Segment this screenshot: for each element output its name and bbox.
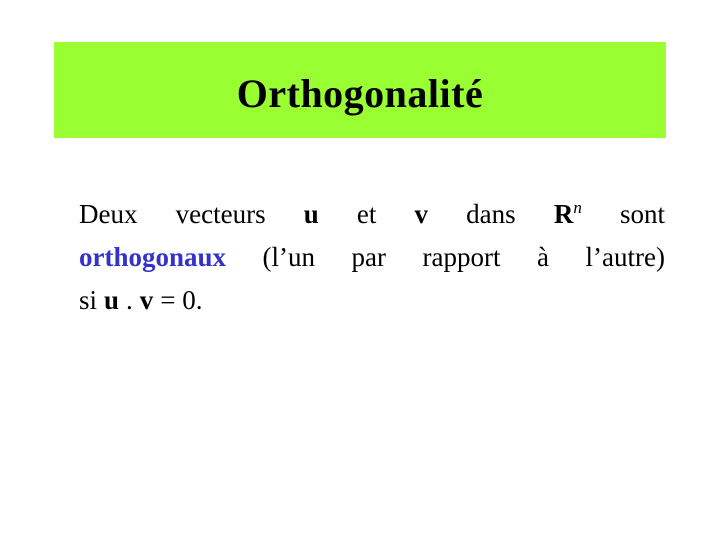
equals-zero: = 0. [160,285,203,315]
paragraph-line-3 [79,279,665,322]
vector-u-formula: u [104,285,120,315]
dot-operator: . [126,285,133,315]
word-lautre: l’autre) [585,242,665,272]
word-par: par [351,242,387,272]
word-lun: (l’un [262,242,316,272]
title-banner [54,42,666,138]
word-et: et [356,199,377,229]
word-deux: Deux [79,199,138,229]
vector-v: v [414,199,429,229]
term-orthogonaux: orthogonaux [79,242,227,272]
word-vecteurs: vecteurs [175,199,266,229]
paragraph-line-2 [79,236,665,279]
definition-paragraph [79,193,665,322]
word-dans: dans [466,199,516,229]
slide-title: Orthogonalité [236,70,484,116]
word-rapport: rapport [422,242,501,272]
word-a: à [537,242,550,272]
word-si: si [79,285,98,315]
dimension-n: n [573,198,582,217]
paragraph-line-1 [79,193,665,236]
space-r: R [553,199,574,229]
vector-v-formula: v [139,285,154,315]
vector-u: u [303,199,319,229]
word-sont: sont [619,199,665,229]
space-rn [554,193,582,236]
